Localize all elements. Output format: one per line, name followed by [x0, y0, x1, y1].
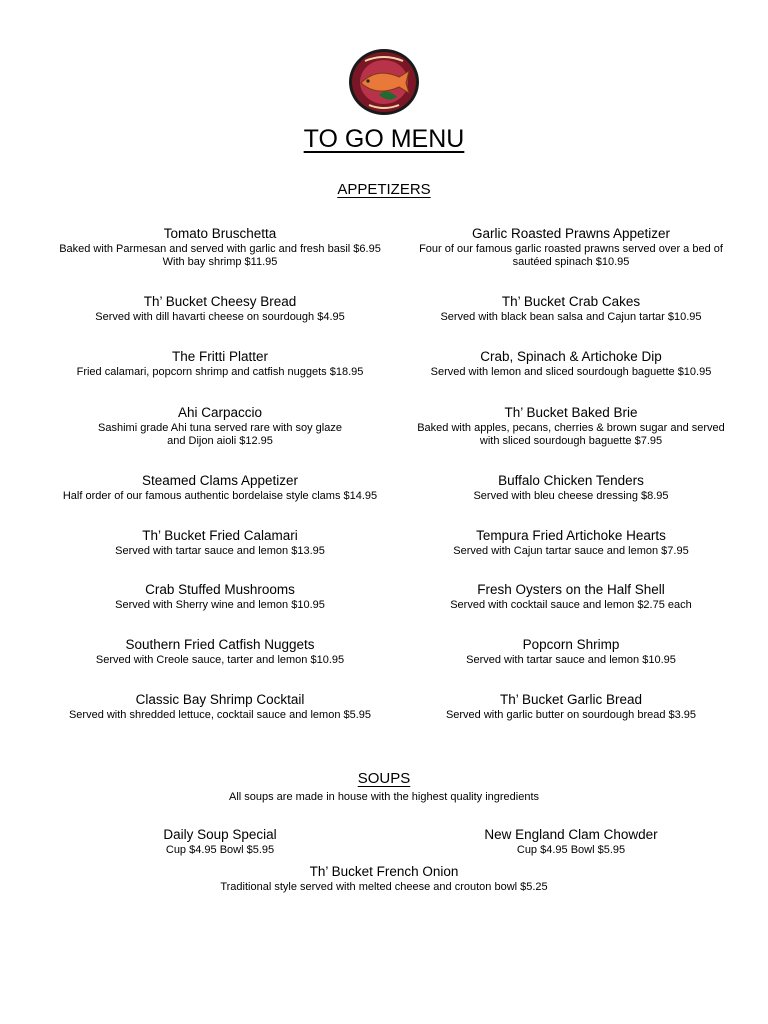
menu-item — [391, 691, 751, 722]
item-description: Cup $4.95 Bowl $5.95 — [165, 844, 275, 856]
item-name: The Fritti Platter — [171, 349, 269, 364]
item-description: Served with Creole sauce, tarter and lemon $10.95 — [95, 654, 345, 666]
item-description: Cup $4.95 Bowl $5.95 — [516, 844, 626, 856]
item-description: Served with garlic butter on sourdough bread $3.95 — [445, 709, 697, 721]
item-name: Tempura Fried Artichoke Hearts — [476, 528, 666, 543]
menu-item — [40, 691, 400, 722]
menu-item — [391, 225, 751, 269]
item-description: Served with shredded lettuce, cocktail sauce and lemon $5.95 — [68, 709, 372, 721]
item-name: Buffalo Chicken Tenders — [498, 473, 644, 488]
item-name: Th’ Bucket Garlic Bread — [499, 692, 643, 707]
item-name: New England Clam Chowder — [484, 827, 658, 842]
item-name: Daily Soup Special — [163, 827, 277, 842]
item-description: Served with Cajun tartar sauce and lemon $7.95 — [453, 545, 689, 557]
item-description: Served with cocktail sauce and lemon $2.75 each — [450, 599, 692, 611]
menu-item — [391, 293, 751, 324]
menu-item — [391, 472, 751, 503]
item-description: Baked with Parmesan and served with garlic and fresh basil $6.95 With bay shrimp $11.95 — [59, 243, 381, 268]
item-name: Popcorn Shrimp — [522, 637, 620, 652]
page-title: TO GO MENU — [303, 125, 465, 153]
menu-item — [40, 472, 400, 503]
item-name: Tomato Bruschetta — [163, 226, 277, 241]
menu-item — [40, 826, 400, 857]
item-description: Baked with apples, pecans, cherries & brown sugar and served with sliced sourdough baguette $7.95 — [417, 422, 725, 447]
item-name: Steamed Clams Appetizer — [141, 473, 299, 488]
item-name: Th’ Bucket Fried Calamari — [142, 528, 298, 543]
item-description: Served with Sherry wine and lemon $10.95 — [115, 599, 325, 611]
appetizers-heading: APPETIZERS — [337, 181, 431, 198]
item-name: Classic Bay Shrimp Cocktail — [135, 692, 305, 707]
item-name: Ahi Carpaccio — [177, 405, 263, 420]
item-description: Served with dill havarti cheese on sourdough $4.95 — [95, 311, 345, 323]
item-description: Sashimi grade Ahi tuna served rare with soy glaze and Dijon aioli $12.95 — [98, 422, 342, 447]
item-description: Served with bleu cheese dressing $8.95 — [473, 490, 669, 502]
item-name: Th’ Bucket Crab Cakes — [501, 294, 641, 309]
item-description: Served with tartar sauce and lemon $13.95 — [115, 545, 325, 557]
restaurant-logo-icon — [347, 47, 421, 117]
item-name: Southern Fried Catfish Nuggets — [125, 637, 315, 652]
item-description: Traditional style served with melted cheese and crouton bowl $5.25 — [220, 881, 548, 893]
menu-item — [40, 636, 400, 667]
menu-item — [391, 348, 751, 379]
menu-item — [40, 293, 400, 324]
menu-item — [40, 404, 400, 448]
item-description: Served with tartar sauce and lemon $10.95 — [466, 654, 676, 666]
menu-item — [40, 581, 400, 612]
item-description: Served with lemon and sliced sourdough baguette $10.95 — [430, 366, 712, 378]
item-name: Th’ Bucket French Onion — [309, 864, 459, 879]
menu-item — [134, 863, 634, 894]
item-description: Four of our famous garlic roasted prawns served over a bed of sautéed spinach $10.95 — [419, 243, 723, 268]
item-name: Crab Stuffed Mushrooms — [145, 582, 295, 597]
menu-item — [40, 348, 400, 379]
menu-item — [40, 527, 400, 558]
menu-item — [40, 225, 400, 269]
item-name: Garlic Roasted Prawns Appetizer — [471, 226, 671, 241]
item-description: Served with black bean salsa and Cajun tartar $10.95 — [440, 311, 702, 323]
item-description: Half order of our famous authentic bordelaise style clams $14.95 — [62, 490, 378, 502]
item-name: Fresh Oysters on the Half Shell — [477, 582, 665, 597]
menu-item — [391, 581, 751, 612]
item-description: Fried calamari, popcorn shrimp and catfish nuggets $18.95 — [76, 366, 364, 378]
soups-subtitle: All soups are made in house with the highest quality ingredients — [228, 791, 540, 803]
item-name: Th’ Bucket Baked Brie — [504, 405, 638, 420]
item-name: Crab, Spinach & Artichoke Dip — [480, 349, 662, 364]
menu-item — [391, 826, 751, 857]
item-name: Th’ Bucket Cheesy Bread — [143, 294, 297, 309]
menu-item — [391, 527, 751, 558]
menu-item — [391, 404, 751, 448]
menu-item — [391, 636, 751, 667]
soups-heading: SOUPS — [357, 770, 411, 787]
